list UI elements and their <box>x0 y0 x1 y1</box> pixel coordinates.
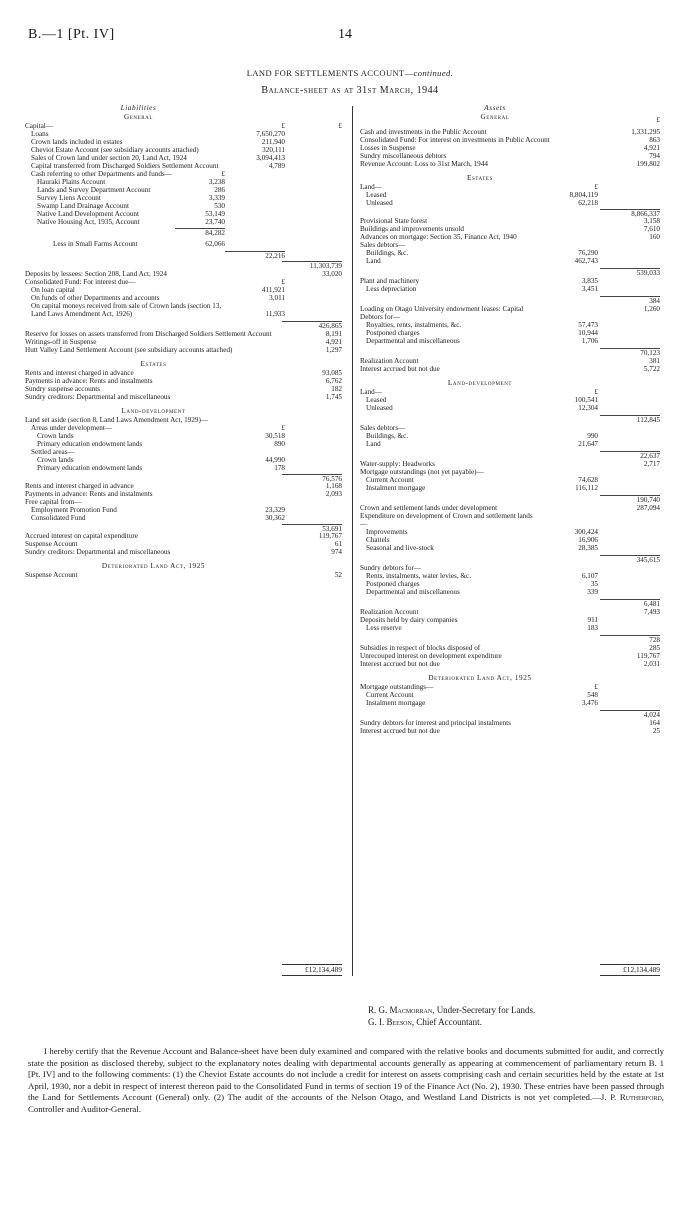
table-row: Cheviot Estate Account (see subsidiary accounts attached) 320,111 <box>31 146 285 154</box>
table-row: Land— £ <box>360 183 598 191</box>
table-row: Land 21,647 <box>366 440 598 448</box>
table-row: Less reserve 183 <box>366 624 598 632</box>
table-row: Rents and interest charged in advance 93,085 <box>25 369 342 377</box>
table-row: Mortgage outstandings (not yet payable)— <box>360 468 484 476</box>
table-row: Unrecouped interest on development expenditure 119,767 <box>360 652 660 660</box>
table-row: On loan capital 411,921 <box>31 286 285 294</box>
assets-general-heading: General <box>480 113 510 121</box>
table-row: Buildings and improvements unsold 7,610 <box>360 225 660 233</box>
table-row: Unleased 62,218 <box>366 199 598 207</box>
table-row: Losses in Suspense 4,921 <box>360 144 660 152</box>
total-row: 6,481 <box>360 596 660 608</box>
signoff-line-1: R. G. Macmorran, Under-Secretary for Lands. <box>368 1005 536 1015</box>
table-row: Seasonal and live-stock 28,385 <box>366 544 598 552</box>
total-row: 76,576 <box>25 472 342 482</box>
table-row: Realization Account 7,493 <box>360 608 660 616</box>
table-row: Realization Account 381 <box>360 357 660 365</box>
table-row: Provisional State forest 3,158 <box>360 217 660 225</box>
table-row: Chattels 16,906 <box>366 536 598 544</box>
table-row: Buildings, &c. 990 <box>366 432 598 440</box>
land-development-heading: Land-development <box>447 379 513 387</box>
table-row: Less in Small Farms Account 62,066 <box>53 240 225 248</box>
table-row: Native Housing Act, 1935, Account 23,740 <box>37 218 225 226</box>
table-row: Rents and interest charged in advance 1,168 <box>25 482 342 490</box>
table-row: Crown lands included in estates 211,940 <box>31 138 285 146</box>
table-row: Deposits held by dairy companies 911 <box>360 616 598 624</box>
table-row: Plant and machinery 3,835 <box>360 277 598 285</box>
audit-certificate: I hereby certify that the Revenue Account and Balance-sheet have been duly examined and compared with the relative books and documents submitted for audit, and correctly state the position as disclosed thereby, subject to the explanatory notes dealing with departmental accounts generally as appearing at commencement of parliamentary return B. 1 [Pt. IV] and to the following comments: (1) the Cheviot Estate accounts do not include a credit for interest on assets comprising cash and certain securities held by the estate at 1st April, 1930, nor a debit in respect of interest thereon paid to the Consolidated Fund in terms of section 19 of the Finance Act (No. 2), 1930. These entries have been passed through the Land for Settlements Account (General) only. (2) The audit of the accounts of the Nelson Otago, and Westland Land Districts is not yet completed.—J. P. Rutherford, Controller and Auditor-General. <box>28 1046 664 1114</box>
table-row: Native Land Development Account 53,149 <box>37 210 225 218</box>
title-main: LAND FOR SETTLEMENTS ACCOUNT— <box>246 68 414 78</box>
assets-column <box>360 104 660 735</box>
table-row: Land 462,743 <box>366 257 598 265</box>
table-row: Capital transferred from Discharged Soldiers Settlement Account 4,789 <box>31 162 285 170</box>
total-row: 728 <box>360 632 660 644</box>
table-row: Loading on Otago University endowment leases: Capital 1,260 <box>360 305 660 313</box>
table-row: Current Account 548 <box>366 691 598 699</box>
liabilities-grand-total: £12,134,489 <box>282 964 342 976</box>
total-row: 4,024 <box>360 707 660 719</box>
table-row: Suspense Account 61 <box>25 540 342 548</box>
page-number: 14 <box>338 27 352 42</box>
total-row: 8,866,337 <box>360 207 660 217</box>
table-row: On capital moneys received from sale of Crown lands (section 13, Land Laws Amendment Act, 1926) 11,933 <box>31 302 285 318</box>
estates-heading: Estates <box>467 174 493 182</box>
table-row: Improvements 300,424 <box>366 528 598 536</box>
table-row: Sales debtors— <box>360 424 406 432</box>
deteriorated-heading: Deteriorated Land Act, 1925 <box>428 674 532 682</box>
capital-row: Capital— £ £ <box>25 122 342 130</box>
table-row: Expenditure on development of Crown and settlement lands— <box>360 512 533 528</box>
table-row: Buildings, &c. 76,290 <box>366 249 598 257</box>
table-row: Accrued interest on capital expenditure 119,767 <box>25 532 342 540</box>
liabilities-general-heading: General <box>123 113 154 121</box>
page-subtitle: Balance-sheet as at 31st March, 1944 <box>261 85 439 96</box>
page-title <box>0 68 700 78</box>
table-row: Land— £ <box>360 388 598 396</box>
total-row: 112,845 <box>360 412 660 424</box>
table-row: Land set aside (section 8, Land Laws Amendment Act, 1929)— <box>25 416 209 424</box>
table-row: Rents, instalments, water levies, &c. 6,107 <box>366 572 598 580</box>
table-row: Leased 100,541 <box>366 396 598 404</box>
subtotal-row: 84,282 <box>25 226 342 234</box>
table-row: Crown and settlement lands under development 287,094 <box>360 504 660 512</box>
table-row: Subsidies in respect of blocks disposed of 285 <box>360 644 660 652</box>
table-row: Settled areas— <box>31 448 75 456</box>
table-row: Payments in advance: Rents and instalments 2,093 <box>25 490 342 498</box>
signoff-line-2: G. I. Beeson, Chief Accountant. <box>368 1017 482 1027</box>
table-row: Sundry creditors: Departmental and miscellaneous 974 <box>25 548 342 556</box>
total-row: 11,303,739 <box>25 260 342 270</box>
table-row: Consolidated Fund 30,362 <box>31 514 285 522</box>
table-row: Lands and Survey Department Account 286 <box>37 186 225 194</box>
table-row: Interest accrued but not due 5,722 <box>360 365 660 373</box>
table-row: Sundry debtors for— <box>360 564 422 572</box>
total-row: 426,865 <box>25 318 342 330</box>
table-row: On funds of other Departments and accounts 3,011 <box>31 294 285 302</box>
table-row: Water-supply: Headworks 2,717 <box>360 460 660 468</box>
table-row: Departmental and miscellaneous 1,706 <box>366 337 598 345</box>
table-row: Sundry suspense accounts 182 <box>25 385 342 393</box>
table-row: Mortgage outstandings— £ <box>360 683 598 691</box>
table-row: Instalment mortgage 116,112 <box>366 484 598 492</box>
table-row: Cash referring to other Departments and funds— £ <box>31 170 225 178</box>
subtotal-row: 22,216 <box>25 248 342 260</box>
table-row: Current Account 74,628 <box>366 476 598 484</box>
total-row: 53,691 <box>25 522 342 532</box>
table-row: Less depreciation 3,451 <box>366 285 598 293</box>
total-row: 190,740 <box>360 492 660 504</box>
table-row: Sundry miscellaneous debtors 794 <box>360 152 660 160</box>
table-row: Suspense Account 52 <box>25 571 342 579</box>
table-row: Consolidated Fund: For interest on investments in Public Account 863 <box>360 136 660 144</box>
table-row: Sales of Crown land under section 20, Land Act, 1924 3,094,413 <box>31 154 285 162</box>
table-row: Reserve for losses on assets transferred from Discharged Soldiers Settlement Account 8,191 <box>25 330 342 338</box>
table-row: Hutt Valley Land Settlement Account (see subsidiary accounts attached) 1,297 <box>25 346 342 354</box>
table-row: Unleased 12,304 <box>366 404 598 412</box>
table-row: Interest accrued but not due 2,031 <box>360 660 660 668</box>
table-row: Hauraki Plains Account 3,238 <box>37 178 225 186</box>
total-row: 384 <box>360 293 660 305</box>
table-row: Free capital from— <box>25 498 82 506</box>
table-row: Survey Liens Account 3,339 <box>37 194 225 202</box>
table-row: Postponed charges 35 <box>366 580 598 588</box>
table-row: Employment Promotion Fund 23,329 <box>31 506 285 514</box>
table-row: Leased 8,804,119 <box>366 191 598 199</box>
table-row: Advances on mortgage: Section 35, Finance Act, 1940 160 <box>360 233 660 241</box>
assets-heading: Assets <box>484 104 506 112</box>
table-row: Consolidated Fund: For interest due— £ <box>25 278 285 286</box>
auditor-role: , Controller and Auditor-General. <box>28 1092 664 1114</box>
total-row: 345,615 <box>360 552 660 564</box>
table-row: Postponed charges 10,944 <box>366 329 598 337</box>
table-row: Debtors for— <box>360 313 401 321</box>
title-continued: continued. <box>413 68 454 78</box>
table-row: Sundry debtors for interest and principal instalments 164 <box>360 719 660 727</box>
table-row: £ <box>656 116 660 124</box>
table-row: Primary education endowment lands 178 <box>37 464 285 472</box>
assets-grand-total: £12,134,489 <box>600 964 660 976</box>
table-row: Sundry creditors: Departmental and miscellaneous 1,745 <box>25 393 342 401</box>
total-row: 22,637 <box>360 448 660 460</box>
table-row: Revenue Account: Loss to 31st March, 1944 199,802 <box>360 160 660 168</box>
table-row: Primary education endowment lands 890 <box>37 440 285 448</box>
table-row: Sales debtors— <box>360 241 406 249</box>
deteriorated-heading: Deteriorated Land Act, 1925 <box>101 562 206 570</box>
estates-heading: Estates <box>140 360 167 368</box>
table-row: Departmental and miscellaneous 339 <box>366 588 598 596</box>
table-row: Crown lands 44,990 <box>37 456 285 464</box>
table-row: Swamp Land Drainage Account 530 <box>37 202 225 210</box>
table-row: Crown lands 30,518 <box>37 432 285 440</box>
total-row: 70,123 <box>360 345 660 357</box>
liabilities-heading: Liabilities <box>120 104 157 112</box>
total-row: 539,033 <box>360 265 660 277</box>
auditor-name: J. P. Rutherford <box>600 1092 662 1103</box>
land-development-heading: Land-development <box>121 407 186 415</box>
table-row: Cash and investments in the Public Account 1,331,295 <box>360 128 660 136</box>
table-row: Royalties, rents, instalments, &c. 57,473 <box>366 321 598 329</box>
liabilities-column <box>25 104 342 579</box>
column-divider <box>352 106 353 976</box>
table-row: Payments in advance: Rents and instalments 6,762 <box>25 377 342 385</box>
table-row: Interest accrued but not due 25 <box>360 727 660 735</box>
table-row: Instalment mortgage 3,476 <box>366 699 598 707</box>
table-row: Deposits by lessees: Section 208, Land Act, 1924 33,020 <box>25 270 342 278</box>
report-reference: B.—1 [Pt. IV] <box>28 27 115 42</box>
table-row: Areas under development— £ <box>31 424 285 432</box>
signoff-block <box>368 1004 535 1028</box>
table-row: Loans 7,650,270 <box>31 130 285 138</box>
table-row: Writings-off in Suspense 4,921 <box>25 338 342 346</box>
